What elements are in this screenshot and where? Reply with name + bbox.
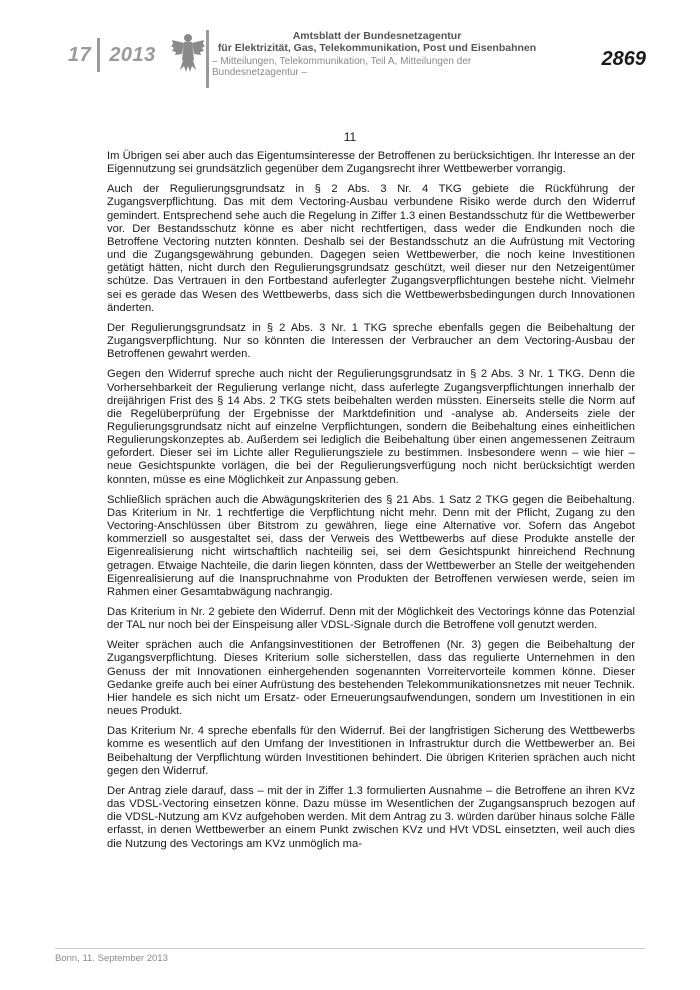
paragraph: Der Antrag ziele darauf, dass – mit der in Ziffer 1.3 formulierten Ausnahme – die Betroffene an ihren KVz das VDSL-Vectoring einsetzen könne. Dazu müsse im Wesentlichen der Zugangsanspruch bezogen auf die VDSL-Nutzung am KVz aufgehoben werden. Mit dem Antrag zu 3. würden darüber hinaus solche Fälle erfasst, in denen Wettbewerber an einem Punkt zwischen KVz und HVt VDSL einsetzten, weil auch dies die Nutzung des Vectorings am KVz unmöglich ma- [107,784,635,850]
issue-label [68,44,156,67]
paragraph: Im Übrigen sei aber auch das Eigentumsinteresse der Betroffenen zu berücksichtigen. Ihr Interesse an der Eigennutzung sei grundsätzlich gegenüber dem Zugangsrecht ihrer Wettbewerber vorrangig. [107,150,635,176]
paragraph: Schließlich sprächen auch die Abwägungskriterien des § 21 Abs. 1 Satz 2 TKG gegen die Beibehaltung. Das Kriterium in Nr. 1 rechtfertige die Verpflichtung nicht mehr. Denn mit der Pflicht, Zugang zu den Vectoring-Anschlüssen über Bitstrom zu gewähren, liege eine Alternative vor. Sofern das Angebot kommerziell so ausgestaltet sei, dass der Verweis des Wettbewerbs auf diese Produkte anstelle der Eigenrealisierung nicht wirtschaftlich nachteilig sei, sei dem Gesichtspunkt hinreichend Rechnung getragen. Etwaige Nachteile, die darin liegen könnten, dass der Wettbewerber an Stelle der weitgehenden Eigenrealisierung auf die Inanspruchnahme von Produkten der Betroffenen verwiesen werde, seien im Rahmen einer Gesamtabwägung nachrangig. [107,493,635,598]
section-number: 11 [343,130,357,144]
footer-date: Bonn, 11. September 2013 [55,953,168,964]
document-body [107,150,635,858]
paragraph: Weiter sprächen auch die Anfangsinvestitionen der Betroffenen (Nr. 3) gegen die Beibehaltung der Zugangsverpflichtung. Dieses Kriterium solle sicherstellen, dass das regulierte Unternehmen in den Genuss der mit Innovationen einhergehenden sogenannten Vorreitervorteile kommen könne. Dieser Gedanke greife auch bei einer Aufrüstung des bestehenden Telekommunikationsnetzes mit neuer Technik. Hier handele es sich nicht um Ersatz- oder Erneuerungsaufwendungen, sondern um Investitionen in ein neues Produkt. [107,639,635,718]
issue-year: 2013 [109,44,156,66]
issue-number: 17 [68,44,92,66]
publication-title-line2: für Elektrizität, Gas, Telekommunikation, Post und Eisenbahnen [217,42,537,54]
publication-title [212,30,542,54]
footer-divider [55,948,645,949]
page-number: 2869 [601,48,646,70]
federal-eagle-icon [170,30,206,74]
section-subtitle: – Mitteilungen, Telekommunikation, Teil A, Mitteilungen der Bundesnetzagentur – [212,56,472,78]
paragraph: Das Kriterium Nr. 4 spreche ebenfalls für den Widerruf. Bei der langfristigen Sicherung des Wettbewerbs komme es wesentlich auf den Umfang der Investitionen in Infrastruktur durch die Wettbewerber an. Bei Beibehaltung der Verpflichtung würden Investitionen behindert. Die übrigen Kriterien sprächen auch nicht gegen den Widerruf. [107,725,635,777]
issue-divider [97,38,100,72]
header-divider [206,30,209,88]
paragraph: Das Kriterium in Nr. 2 gebiete den Widerruf. Denn mit der Möglichkeit des Vectorings könne das Potenzial der TAL nur noch bei der Einspeisung aller VDSL-Signale durch die Betroffene voll genutzt werden. [107,606,635,632]
paragraph: Der Regulierungsgrundsatz in § 2 Abs. 3 Nr. 1 TKG spreche ebenfalls gegen die Beibehaltung der Zugangsverpflichtung. Nur so könnten die Interessen der Verbraucher an dem Vectoring-Ausbau der Betroffenen gewahrt werden. [107,321,635,361]
publication-title-line1: Amtsblatt der Bundesnetzagentur [292,30,462,42]
paragraph: Auch der Regulierungsgrundsatz in § 2 Abs. 3 Nr. 4 TKG gebiete die Rückführung der Zugangsverpflichtung. Das mit dem Vectoring-Ausbau verbundene Risiko werde durch den Widerruf gemindert. Entsprechend sehe auch die Regelung in Ziffer 1.3 einen Bestandsschutz für die Wettbewerber vor. Der Bestandsschutz könne es aber nicht rechtfertigen, dass weder die Endkunden noch die Betroffene Vectoring nutzten könnten. Deshalb sei der Bestandsschutz an die Aufrüstung mit Vectoring und die Zugangsgewährung gebunden. Dagegen seien Wettbewerber, die noch keine Investitionen getätigt hätten, nicht durch den Regulierungsgrundsatz geschützt, weil dieser nur den Netzeigentümer schütze. Das Vertrauen in den Fortbestand auferlegter Zugangsverpflichtungen bestehe nicht. Vielmehr sei es gerade das Wesen des Wettbewerbs, dass sich die Wettbewerbsbedingungen durch Innovationen änderten. [107,183,635,314]
paragraph: Gegen den Widerruf spreche auch nicht der Regulierungsgrundsatz in § 2 Abs. 3 Nr. 1 TKG. Denn die Vorhersehbarkeit der Regulierung verlange nicht, dass auferlegte Zugangsverpflichtungen innerhalb der dreijährigen Frist des § 14 Abs. 2 TKG stets beibehalten werden müssten. Einerseits stelle die Norm auf die Regelüberprüfung der Ergebnisse der Marktdefinition und -analyse ab. Anderseits ziele der Regulierungsgrundsatz nicht auf einzelne Verpflichtungen, sondern die Beibehaltung eines einheitlichen Regulierungskonzeptes ab. Außerdem sei lediglich die Beibehaltung über einen angemessenen Zeitraum gefordert. Dieser sei im Lichte aller Regulierungsziele zu bestimmen. Insbesondere wenn – wie hier – neue Gesichtspunkte vorlägen, die bei der Regulierungsverfügung noch nicht berücksichtigt werden konnten, müsse es eine Möglichkeit zur Anpassung geben. [107,368,635,486]
